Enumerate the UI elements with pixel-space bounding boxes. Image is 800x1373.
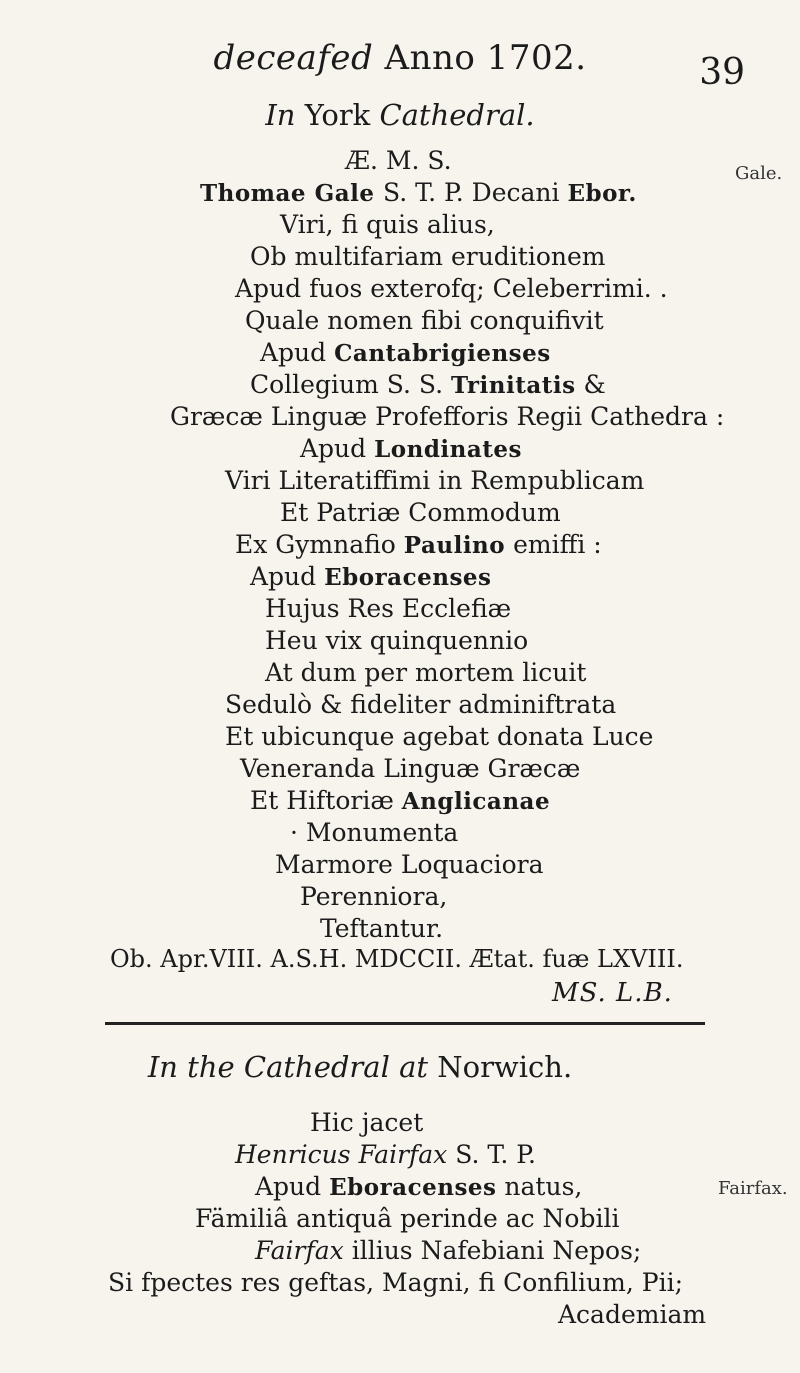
inscription-line: Collegium S. S. Trinitatis & [250, 370, 606, 399]
inscription-line: Ex Gymnafio Paulino emiffi : [235, 530, 602, 559]
inscription-line: · Monumenta [290, 818, 459, 847]
inscription-line: Viri, fi quis alius, [280, 210, 495, 239]
running-title-italic: deceafed [213, 38, 374, 78]
section-divider [105, 1022, 705, 1025]
margin-note-gale: Gale. [735, 163, 783, 184]
inscription-line: Teftantur. [320, 914, 444, 943]
attribution: MS. L.B. [552, 978, 673, 1008]
inscription-line: Apud fuos exterofq; Celeberrimi. . [235, 274, 668, 303]
inscription-line: Viri Literatiffimi in Rempublicam [225, 466, 645, 495]
inscription-line: Marmore Loquaciora [275, 850, 544, 879]
running-title [170, 38, 630, 78]
inscription-line: Apud Eboracenses [250, 562, 492, 591]
inscription-line: Æ. M. S. [345, 146, 452, 175]
inscription-line: Apud Eboracenses natus, [255, 1172, 583, 1201]
inscription-line: Sedulò & fideliter adminiftrata [225, 690, 617, 719]
inscription-line: Perenniora, [300, 882, 448, 911]
inscription-line: Apud Londinates [300, 434, 522, 463]
inscription-line: Græcæ Linguæ Profefforis Regii Cathedra : [170, 402, 725, 431]
inscription-line: Et Patriæ Commodum [280, 498, 561, 527]
inscription-line: Fairfax illius Nafebiani Nepos; [255, 1236, 642, 1265]
inscription-line: Et Hiftoriæ Anglicanae [250, 786, 551, 815]
inscription-line: Quale nomen fibi conquifivit [245, 306, 604, 335]
inscription-line: Fämiliâ antiquâ perinde ac Nobili [195, 1204, 620, 1233]
margin-note-fairfax: Fairfax. [718, 1178, 788, 1199]
inscription-line: Henricus Fairfax S. T. P. [235, 1140, 536, 1169]
inscription-line: Hujus Res Ecclefiæ [265, 594, 512, 623]
section-title-york: In York Cathedral. [265, 98, 535, 132]
inscription-line: Et ubicunque agebat donata Luce [225, 722, 654, 751]
inscription-line: Apud Cantabrigienses [260, 338, 551, 367]
inscription-line: Ob multifariam eruditionem [250, 242, 606, 271]
inscription-line: Academiam [558, 1300, 707, 1329]
inscription-line: Veneranda Linguæ Græcæ [240, 754, 581, 783]
inscription-line: Heu vix quinquennio [265, 626, 529, 655]
inscription-line: Hic jacet [310, 1108, 424, 1137]
inscription-date-line: Ob. Apr.VIII. A.S.H. MDCCII. Ætat. fuæ LXVIII. [110, 945, 684, 973]
page-number: 39 [699, 52, 745, 93]
section-title-norwich: In the Cathedral at Norwich. [147, 1050, 573, 1084]
inscription-line: Si fpectes res geftas, Magni, fi Confilium, Pii; [108, 1268, 683, 1297]
inscription-line: Thomae Gale S. T. P. Decani Ebor. [200, 178, 637, 207]
running-title-year: Anno 1702. [373, 38, 587, 78]
inscription-line: At dum per mortem licuit [265, 658, 587, 687]
